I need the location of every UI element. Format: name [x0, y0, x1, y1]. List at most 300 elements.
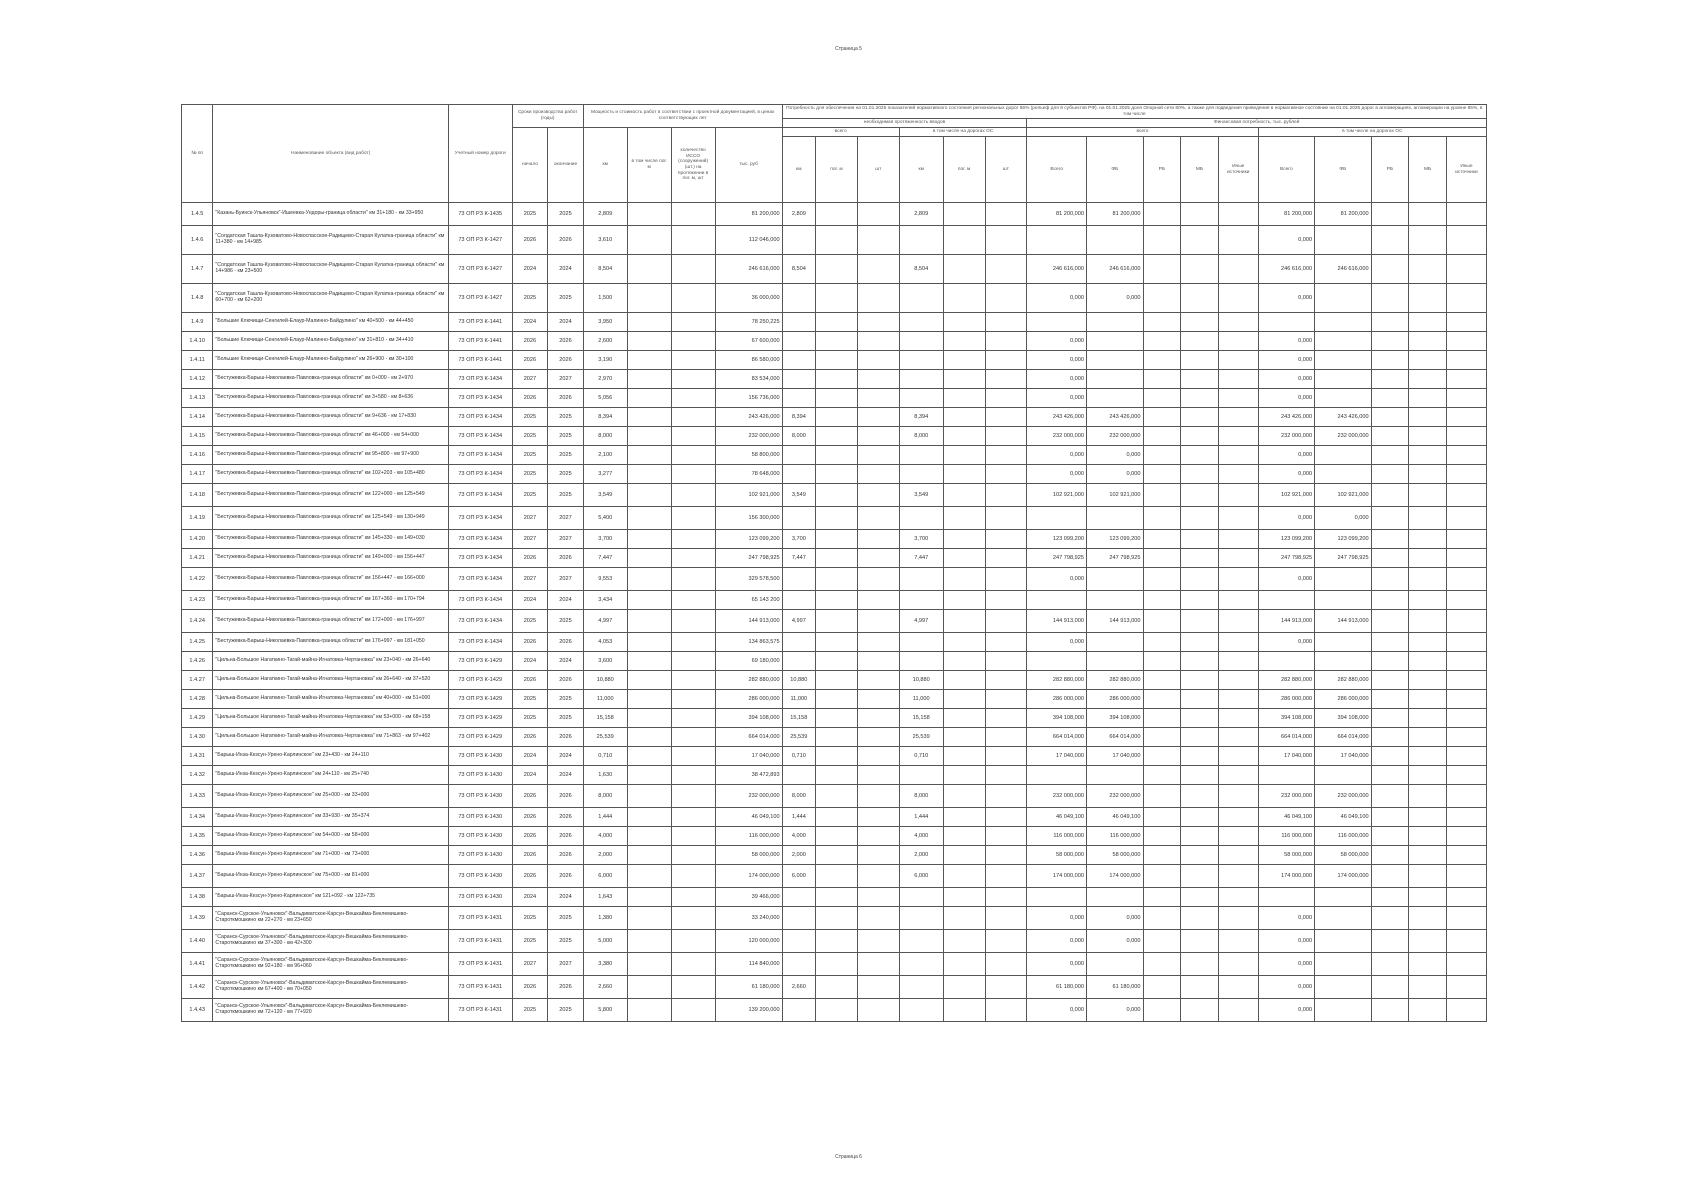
header-need: Потребность для обеспечения на 01.01.2025 показателей нормативного состояния региональных дорог 56% (рельеф для 8 субъектов РФ), на 01.01.2025 доля Опорной сети 80%, а также для подведения приведения в нормативное состояние на 01.01.2025 дорог в агломерациях, агломерации на уровне 85%, в том числе	[782, 105, 1486, 119]
cell-empty	[671, 484, 715, 507]
cell-fin-total	[1027, 313, 1087, 332]
cell-empty	[1181, 785, 1219, 808]
cell-need-km: 8,504	[782, 255, 815, 284]
cell-empty	[1218, 284, 1258, 313]
cell-os-fb: 102 921,000	[1315, 484, 1372, 507]
cell-fin-fb	[1087, 313, 1144, 332]
cell-os-total: 282 880,000	[1258, 671, 1315, 690]
cell-fin-total: 664 014,000	[1027, 728, 1087, 747]
cell-empty	[671, 827, 715, 846]
table-row	[182, 633, 1487, 652]
header-num: № пп	[182, 105, 213, 203]
cell-num: 1.4.26	[182, 652, 213, 671]
cell-km: 25,539	[583, 728, 627, 747]
cell-empty	[816, 465, 858, 484]
cell-cost: 114 840,000	[715, 953, 782, 976]
cell-empty	[1409, 766, 1447, 785]
cell-empty	[985, 427, 1027, 446]
cell-name: "Большие Ключищи-Сенгилей-Елаур-Малинно-Байдулино" км 31+810 - км 34+410	[213, 332, 448, 351]
cell-km: 4,000	[583, 827, 627, 846]
cell-empty	[943, 389, 985, 408]
cell-os-total: 0,000	[1258, 465, 1315, 484]
cell-empty	[1371, 226, 1409, 255]
cell-empty	[1181, 332, 1219, 351]
cell-empty	[985, 747, 1027, 766]
cell-empty	[1181, 484, 1219, 507]
cell-need-km: 25,539	[782, 728, 815, 747]
cell-end: 2025	[548, 907, 584, 930]
cell-empty	[857, 389, 899, 408]
cell-os-total: 0,000	[1258, 568, 1315, 591]
cell-km: 5,800	[583, 999, 627, 1022]
cell-os-km: 4,000	[899, 827, 943, 846]
cell-end: 2025	[548, 465, 584, 484]
cell-cost: 286 000,000	[715, 690, 782, 709]
table-row	[182, 747, 1487, 766]
cell-need-km: 0,710	[782, 747, 815, 766]
table-body	[182, 203, 1487, 1022]
cell-fin-fb: 102 921,000	[1087, 484, 1144, 507]
cell-empty	[943, 671, 985, 690]
cell-empty	[671, 785, 715, 808]
header-fin-rb: РБ	[1143, 137, 1181, 203]
header-os-total: Всего	[1258, 137, 1315, 203]
cell-start: 2024	[512, 652, 548, 671]
cell-empty	[671, 888, 715, 907]
cell-need-km	[782, 389, 815, 408]
cell-num: 1.4.21	[182, 549, 213, 568]
cell-empty	[943, 370, 985, 389]
cell-empty	[943, 728, 985, 747]
cell-empty	[857, 591, 899, 610]
cell-empty	[985, 530, 1027, 549]
cell-need-km	[782, 568, 815, 591]
table-row	[182, 568, 1487, 591]
cell-fin-fb	[1087, 507, 1144, 530]
cell-empty	[1143, 888, 1181, 907]
cell-empty	[1409, 846, 1447, 865]
cell-road: 73 ОП РЗ К-1434	[448, 507, 512, 530]
cell-empty	[627, 709, 671, 728]
cell-empty	[1181, 888, 1219, 907]
cell-fin-fb: 0,000	[1087, 907, 1144, 930]
cell-empty	[671, 747, 715, 766]
cell-cost: 83 534,000	[715, 370, 782, 389]
cell-os-total: 0,000	[1258, 284, 1315, 313]
cell-empty	[943, 930, 985, 953]
cell-empty	[1409, 530, 1447, 549]
cell-empty	[1143, 976, 1181, 999]
cell-empty	[985, 999, 1027, 1022]
cell-end: 2025	[548, 999, 584, 1022]
cell-road: 73 ОП РЗ К-1427	[448, 226, 512, 255]
cell-os-total: 0,000	[1258, 226, 1315, 255]
cell-end: 2027	[548, 530, 584, 549]
cell-empty	[943, 568, 985, 591]
cell-empty	[1218, 203, 1258, 226]
cell-empty	[943, 846, 985, 865]
cell-empty	[857, 465, 899, 484]
cell-empty	[816, 226, 858, 255]
cell-empty	[1218, 976, 1258, 999]
cell-empty	[1143, 332, 1181, 351]
cell-fin-fb: 232 000,000	[1087, 785, 1144, 808]
cell-os-total: 174 000,000	[1258, 865, 1315, 888]
cell-empty	[985, 808, 1027, 827]
cell-empty	[1143, 930, 1181, 953]
cell-os-km: 8,504	[899, 255, 943, 284]
cell-empty	[1218, 690, 1258, 709]
cell-road: 73 ОП РЗ К-1434	[448, 408, 512, 427]
cell-empty	[1409, 370, 1447, 389]
cell-empty	[857, 549, 899, 568]
cell-empty	[627, 953, 671, 976]
cell-empty	[985, 728, 1027, 747]
cell-need-km	[782, 507, 815, 530]
cell-empty	[1181, 568, 1219, 591]
cell-empty	[1181, 203, 1219, 226]
cell-road: 73 ОП РЗ К-1431	[448, 930, 512, 953]
cell-end: 2025	[548, 610, 584, 633]
cell-empty	[857, 999, 899, 1022]
cell-name: "Саранск-Сурское-Ульяновск"-Вальдиватское-Карсун-Вешкайма-Беклемишево-Староткмошкино км 92+180 - км 96+060	[213, 953, 448, 976]
cell-empty	[1371, 747, 1409, 766]
cell-fin-total: 61 180,000	[1027, 976, 1087, 999]
cell-cost: 243 426,000	[715, 408, 782, 427]
cell-empty	[857, 568, 899, 591]
cell-need-km	[782, 930, 815, 953]
cell-os-fb	[1315, 888, 1372, 907]
cell-fin-fb: 0,000	[1087, 930, 1144, 953]
cell-fin-total: 243 426,000	[1027, 408, 1087, 427]
cell-empty	[1409, 633, 1447, 652]
cell-need-km: 2,809	[782, 203, 815, 226]
cell-empty	[985, 408, 1027, 427]
cell-os-fb	[1315, 652, 1372, 671]
cell-empty	[857, 226, 899, 255]
cell-os-total: 58 000,000	[1258, 846, 1315, 865]
cell-os-km: 1,444	[899, 808, 943, 827]
cell-empty	[1409, 351, 1447, 370]
header-km: км	[782, 137, 815, 203]
table-row	[182, 728, 1487, 747]
cell-empty	[1409, 999, 1447, 1022]
cell-empty	[1181, 671, 1219, 690]
cell-empty	[1143, 313, 1181, 332]
cell-os-total: 0,000	[1258, 332, 1315, 351]
cell-fin-fb: 0,000	[1087, 284, 1144, 313]
cell-empty	[1371, 332, 1409, 351]
cell-empty	[1371, 808, 1409, 827]
cell-fin-fb: 664 014,000	[1087, 728, 1144, 747]
cell-road: 73 ОП РЗ К-1430	[448, 808, 512, 827]
cell-end: 2025	[548, 690, 584, 709]
cell-cost: 38 472,893	[715, 766, 782, 785]
cell-empty	[1218, 766, 1258, 785]
cell-empty	[1143, 953, 1181, 976]
cell-empty	[1446, 747, 1486, 766]
cell-empty	[1143, 530, 1181, 549]
cell-empty	[857, 351, 899, 370]
cell-start: 2024	[512, 313, 548, 332]
cell-road: 73 ОП РЗ К-1431	[448, 999, 512, 1022]
cell-km: 4,053	[583, 633, 627, 652]
cell-empty	[1371, 633, 1409, 652]
cell-os-fb: 58 000,000	[1315, 846, 1372, 865]
cell-need-km: 7,447	[782, 549, 815, 568]
cell-cost: 78 250,225	[715, 313, 782, 332]
cell-start: 2026	[512, 865, 548, 888]
cell-end: 2025	[548, 484, 584, 507]
cell-start: 2026	[512, 549, 548, 568]
cell-name: "Саранск-Сурское-Ульяновск"-Вальдиватское-Карсун-Вешкайма-Беклемишево-Староткмошкино км 72+120 - км 77+920	[213, 999, 448, 1022]
cell-fin-fb: 247 798,925	[1087, 549, 1144, 568]
cell-os-km: 8,000	[899, 785, 943, 808]
cell-fin-fb: 282 880,000	[1087, 671, 1144, 690]
cell-fin-total: 17 040,000	[1027, 747, 1087, 766]
cell-fin-total	[1027, 507, 1087, 530]
cell-name: "Барыш-Инза-Кезсун-Урено-Карлинское" км 71+000 - км 73+000	[213, 846, 448, 865]
cell-empty	[1409, 747, 1447, 766]
cell-empty	[985, 785, 1027, 808]
cell-os-total: 0,000	[1258, 953, 1315, 976]
cell-km: 1,500	[583, 284, 627, 313]
cell-empty	[816, 332, 858, 351]
cell-os-fb: 174 000,000	[1315, 865, 1372, 888]
cell-empty	[943, 408, 985, 427]
cell-empty	[1409, 690, 1447, 709]
cell-empty	[1218, 785, 1258, 808]
header-fin-total-group: всего	[1027, 128, 1258, 137]
cell-empty	[1446, 484, 1486, 507]
cell-os-total: 664 014,000	[1258, 728, 1315, 747]
table-row	[182, 846, 1487, 865]
cell-empty	[1446, 930, 1486, 953]
cell-end: 2027	[548, 507, 584, 530]
table-row	[182, 671, 1487, 690]
cell-empty	[943, 427, 985, 446]
cell-empty	[671, 671, 715, 690]
cell-empty	[816, 284, 858, 313]
cell-os-km	[899, 999, 943, 1022]
cell-empty	[671, 255, 715, 284]
cell-empty	[1371, 953, 1409, 976]
cell-empty	[943, 530, 985, 549]
cell-km: 3,277	[583, 465, 627, 484]
cell-empty	[1409, 907, 1447, 930]
cell-os-total: 0,000	[1258, 370, 1315, 389]
cell-os-total: 232 000,000	[1258, 785, 1315, 808]
cell-fin-fb	[1087, 633, 1144, 652]
cell-empty	[943, 633, 985, 652]
cell-os-total: 0,000	[1258, 907, 1315, 930]
cell-os-km: 8,000	[899, 427, 943, 446]
cell-fin-fb: 0,000	[1087, 446, 1144, 465]
table-row	[182, 389, 1487, 408]
table-row	[182, 976, 1487, 999]
cell-name: "Бестужевка-Барыш-Николаевка-Павловка-граница области" км 102+203 - км 105+480	[213, 465, 448, 484]
cell-empty	[1446, 568, 1486, 591]
cell-empty	[627, 568, 671, 591]
cell-empty	[1143, 203, 1181, 226]
cell-empty	[627, 427, 671, 446]
cell-empty	[985, 907, 1027, 930]
cell-empty	[627, 484, 671, 507]
cell-empty	[1143, 827, 1181, 846]
cell-os-fb: 282 880,000	[1315, 671, 1372, 690]
cell-empty	[627, 766, 671, 785]
cell-km: 3,700	[583, 530, 627, 549]
cell-os-km	[899, 907, 943, 930]
cell-empty	[816, 255, 858, 284]
cell-empty	[1409, 203, 1447, 226]
header-os-rb: РБ	[1371, 137, 1409, 203]
header-name: Наименование объекта (вид работ)	[213, 105, 448, 203]
cell-empty	[1143, 389, 1181, 408]
cell-cost: 232 000,000	[715, 427, 782, 446]
cell-road: 73 ОП РЗ К-1434	[448, 427, 512, 446]
cell-empty	[1143, 484, 1181, 507]
cell-os-total: 243 426,000	[1258, 408, 1315, 427]
cell-end: 2026	[548, 671, 584, 690]
cell-empty	[1143, 549, 1181, 568]
cell-fin-total: 81 200,000	[1027, 203, 1087, 226]
cell-empty	[1143, 591, 1181, 610]
cell-empty	[985, 226, 1027, 255]
cell-empty	[943, 226, 985, 255]
cell-fin-total: 246 616,000	[1027, 255, 1087, 284]
cell-empty	[1371, 465, 1409, 484]
cell-cost: 78 648,000	[715, 465, 782, 484]
cell-empty	[1409, 427, 1447, 446]
cell-empty	[1371, 785, 1409, 808]
cell-num: 1.4.29	[182, 709, 213, 728]
table-row	[182, 930, 1487, 953]
cell-fin-total	[1027, 226, 1087, 255]
cell-empty	[1446, 370, 1486, 389]
cell-fin-fb: 58 000,000	[1087, 846, 1144, 865]
cell-empty	[1181, 827, 1219, 846]
cell-empty	[1181, 313, 1219, 332]
cell-empty	[985, 888, 1027, 907]
cell-empty	[816, 408, 858, 427]
cell-empty	[1371, 370, 1409, 389]
cell-fin-total: 0,000	[1027, 633, 1087, 652]
cell-km: 8,000	[583, 427, 627, 446]
cell-cost: 144 913,000	[715, 610, 782, 633]
cell-empty	[816, 484, 858, 507]
cell-road: 73 ОП РЗ К-1434	[448, 465, 512, 484]
cell-fin-fb: 17 040,000	[1087, 747, 1144, 766]
cell-road: 73 ОП РЗ К-1434	[448, 591, 512, 610]
cell-empty	[1409, 226, 1447, 255]
cell-num: 1.4.22	[182, 568, 213, 591]
cell-os-total: 394 108,000	[1258, 709, 1315, 728]
cell-km: 8,000	[583, 785, 627, 808]
cell-empty	[1446, 389, 1486, 408]
cell-empty	[943, 690, 985, 709]
cell-num: 1.4.15	[182, 427, 213, 446]
cell-empty	[627, 591, 671, 610]
cell-name: "Цильна-Большое Нагаткино-Тагай-майна-Игнатовка-Чертановка" км 40+000 - км 51+000	[213, 690, 448, 709]
cell-empty	[943, 999, 985, 1022]
cell-empty	[1181, 446, 1219, 465]
cell-os-fb: 0,000	[1315, 507, 1372, 530]
cell-cost: 139 200,000	[715, 999, 782, 1022]
cell-num: 1.4.39	[182, 907, 213, 930]
cell-os-total	[1258, 888, 1315, 907]
cell-empty	[1218, 351, 1258, 370]
cell-empty	[816, 709, 858, 728]
cell-fin-fb	[1087, 888, 1144, 907]
cell-os-km: 10,880	[899, 671, 943, 690]
cell-os-fb	[1315, 226, 1372, 255]
cell-km: 1,643	[583, 888, 627, 907]
cell-end: 2026	[548, 785, 584, 808]
cell-empty	[1143, 766, 1181, 785]
cell-empty	[1446, 255, 1486, 284]
cell-end: 2026	[548, 332, 584, 351]
cell-fin-total	[1027, 888, 1087, 907]
cell-empty	[1371, 652, 1409, 671]
cell-start: 2025	[512, 999, 548, 1022]
cell-os-km: 7,447	[899, 549, 943, 568]
cell-os-fb: 394 108,000	[1315, 709, 1372, 728]
cell-cost: 112 046,000	[715, 226, 782, 255]
cell-cost: 58 800,000	[715, 446, 782, 465]
cell-empty	[671, 203, 715, 226]
cell-start: 2026	[512, 827, 548, 846]
cell-km: 4,997	[583, 610, 627, 633]
cell-empty	[1409, 709, 1447, 728]
table-row	[182, 549, 1487, 568]
header-terms: Сроки производства работ (годы)	[512, 105, 583, 128]
cell-need-km	[782, 284, 815, 313]
cell-empty	[857, 808, 899, 827]
cell-empty	[1446, 226, 1486, 255]
cell-cost: 246 616,000	[715, 255, 782, 284]
cell-fin-fb	[1087, 351, 1144, 370]
cell-empty	[943, 976, 985, 999]
cell-empty	[1143, 610, 1181, 633]
cell-name: "Барыш-Инза-Кезсун-Урено-Карлинское" км 23+430 - км 24+110	[213, 747, 448, 766]
cell-os-km	[899, 465, 943, 484]
cell-end: 2024	[548, 766, 584, 785]
cell-empty	[1143, 408, 1181, 427]
cell-fin-fb: 46 049,100	[1087, 808, 1144, 827]
cell-num: 1.4.38	[182, 888, 213, 907]
cell-empty	[985, 827, 1027, 846]
cell-empty	[1409, 484, 1447, 507]
cell-empty	[1181, 907, 1219, 930]
cell-empty	[816, 808, 858, 827]
cell-os-total: 0,000	[1258, 389, 1315, 408]
cell-empty	[1446, 953, 1486, 976]
cell-cost: 39 466,000	[715, 888, 782, 907]
table-row	[182, 351, 1487, 370]
cell-empty	[1371, 530, 1409, 549]
cell-empty	[627, 865, 671, 888]
cell-empty	[627, 313, 671, 332]
cell-empty	[1181, 652, 1219, 671]
cell-empty	[857, 930, 899, 953]
cell-road: 73 ОП РЗ К-1430	[448, 888, 512, 907]
cell-empty	[1181, 999, 1219, 1022]
header-term-start: начало	[512, 128, 548, 203]
cell-road: 73 ОП РЗ К-1429	[448, 671, 512, 690]
header-sht: шт	[857, 137, 899, 203]
cell-os-km	[899, 633, 943, 652]
